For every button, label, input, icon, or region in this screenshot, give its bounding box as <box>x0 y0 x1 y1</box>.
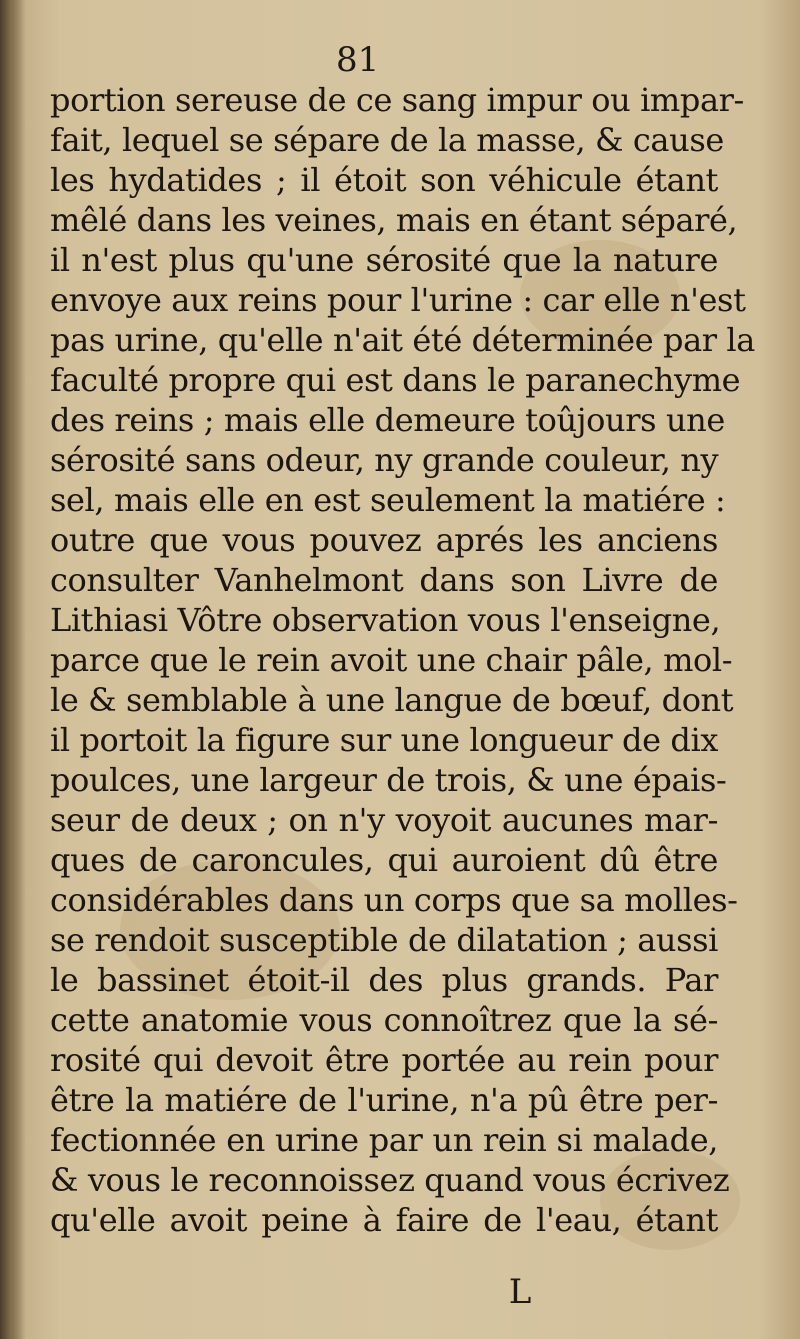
text-line: seur de deux ; on n'y voyoit aucunes mar- <box>50 801 718 839</box>
body-text <box>50 80 755 1240</box>
text-line: fectionnée en urine par un rein si malade, <box>50 1121 718 1159</box>
text-line: le & semblable à une langue de bœuf, dont <box>50 681 734 719</box>
text-line: consulter Vanhelmont dans son Livre de <box>50 561 718 599</box>
text-line: envoye aux reins pour l'urine : car elle n'est <box>50 281 746 319</box>
text-line: cette anatomie vous connoîtrez que la sé- <box>50 1001 718 1039</box>
text-line: le bassinet étoit-il des plus grands. Par <box>50 961 718 999</box>
text-line: sérosité sans odeur, ny grande couleur, ny <box>50 441 719 479</box>
text-line: outre que vous pouvez aprés les anciens <box>50 521 718 559</box>
text-line: des reins ; mais elle demeure toûjours une <box>50 401 725 439</box>
text-line: considérables dans un corps que sa molles- <box>50 881 738 919</box>
page-gutter-shadow <box>0 0 26 1339</box>
text-line: ques de caroncules, qui auroient dû être <box>50 841 718 879</box>
text-line: fait, lequel se sépare de la masse, & cause <box>50 121 724 159</box>
text-line: Lithiasi Vôtre observation vous l'enseigne, <box>50 601 721 639</box>
page-number: 81 <box>336 40 380 80</box>
text-line: les hydatides ; il étoit son véhicule étant <box>50 161 718 199</box>
text-line: parce que le rein avoit une chair pâle, mol- <box>50 641 733 679</box>
signature-mark: L <box>508 1272 532 1312</box>
text-line: mêlé dans les veines, mais en étant séparé, <box>50 201 738 239</box>
text-line: poulces, une largeur de trois, & une épais- <box>50 761 727 799</box>
text-line: il portoit la figure sur une longueur de dix <box>50 721 718 759</box>
text-line: se rendoit susceptible de dilatation ; aussi <box>50 921 718 959</box>
text-line: & vous le reconnoissez quand vous écrivez <box>50 1161 730 1199</box>
text-line: sel, mais elle en est seulement la matiére : <box>50 481 726 519</box>
text-line: être la matiére de l'urine, n'a pû être per- <box>50 1081 718 1119</box>
text-line: qu'elle avoit peine à faire de l'eau, étant <box>50 1201 718 1239</box>
text-line: rosité qui devoit être portée au rein pour <box>50 1041 718 1079</box>
text-line: pas urine, qu'elle n'ait été déterminée par la <box>50 321 755 359</box>
text-line: il n'est plus qu'une sérosité que la nature <box>50 241 718 279</box>
text-line: faculté propre qui est dans le paranechyme <box>50 361 741 399</box>
text-line: portion sereuse de ce sang impur ou impar- <box>50 81 744 119</box>
